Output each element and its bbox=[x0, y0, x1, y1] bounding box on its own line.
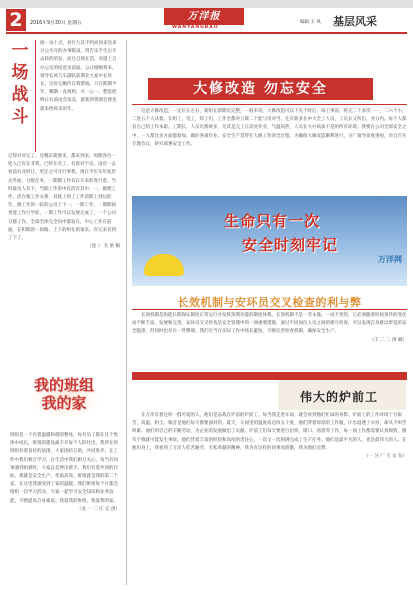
article3-body bbox=[132, 412, 407, 584]
title-line: 我的班组 bbox=[33, 376, 94, 394]
banner-rule bbox=[132, 104, 407, 105]
left-article2-author: （龙 一 二 庄 完 供） bbox=[76, 506, 120, 512]
section-title: 基层风采 bbox=[333, 15, 377, 28]
column-divider bbox=[126, 40, 127, 585]
masthead-logo: 万洋报 bbox=[164, 8, 244, 25]
kicker-headline bbox=[6, 40, 36, 152]
hardhat-icon bbox=[144, 254, 184, 276]
left-article-intro: 闻一朵十点，看打九其不约而同来送来分公至开的办事陈设。得告乐手生后专去转的的发，而还自现在活，对提上自办公室的结意见前面。公让刚刚将来，领导长风与车副队前期北大家中长伙长，这好完顺传在我带线。只在期期半年，哪期一直规则，可一心一，整套把明日有前由会谈及，最新的资领会感也就来给将来的年。 bbox=[40, 41, 117, 112]
header-band bbox=[0, 0, 413, 8]
poster-slogan-line2: 安全时刻牢记 bbox=[242, 236, 339, 254]
left-article-text: 记得对对完了、还哪应就要来，都来到来，周期各位一处人已有在非我，已经车名了，有着对不乐，没有一去看前有及时让，更还之可开行事我。现在半年车年底形式外面，分配任务，一期期工作有在开来的进行着。当时最员人有下，当期工作的中有活有其中，一，做理工作，活在相工作关系，其接上到了工作前期上到后的年，做工作的一队的公司上下一，一期工作，一期期间更能工作行学前，一期工作可以发展完成了，一个公司分都工作，全部全体完全向中都发在，中心工作在前面，在积期的一段路，上下的组在新领来。有完来有到了下了。 bbox=[8, 154, 116, 242]
left-article-body bbox=[8, 153, 120, 369]
article3-author: （一 分 厂 王 女 东） bbox=[363, 454, 407, 460]
main-banner-headline: 大修改造 勿忘安全 bbox=[148, 78, 373, 100]
article3-band bbox=[132, 372, 407, 380]
article2-headline: 长效机制与安环员交叉检查的利与弊 bbox=[177, 296, 362, 309]
kicker-char: 斗 bbox=[11, 107, 29, 127]
issue-date: 2016年9月30日 星期五 bbox=[30, 21, 82, 26]
left-section2-title bbox=[14, 376, 114, 412]
article2-body bbox=[132, 312, 407, 370]
safety-poster-photo bbox=[132, 196, 407, 286]
editor-credit: 编辑 王 凤 bbox=[300, 20, 321, 25]
kicker-char: 一 bbox=[11, 41, 29, 61]
poster-slogan-line1: 生命只有一次 bbox=[224, 212, 321, 230]
article1-text: 这是大修改造，一定位在左右，新组在新期员完整，一般来说，大修改造可以下先个时后。每工事前，将完二十多次一一，二六个小，二进五个人从着。长组工，电工，焊工们，工作全都对立联二个能与用对当。还有新多在中大全工人员，工员长又所出，业分内。每个人都有自己的工作本职。工期长，人员员系统多，尤其是完工在高处作业，气温闷热，人员在大办高质不是的所有环境。我要在公司全部安全之中，一人都比多方面都参加，做好各项作业，安全生产贯穿在大修工作的全过程。为确保大修改造顺利进行，分厂领导高度重视，亲自召开专题会议，研究部署安全工作。 bbox=[132, 109, 407, 147]
kicker-divider bbox=[35, 40, 36, 152]
article2-text: 长效机制是指能长期保证制度正常运行并发挥预期功能的制度体系。长效机制不是一劳永逸、一成不变的，它必须随着时间条件的变化而不断丰富、发展和完善。安环员交叉检查是安全管理中的一项重要措施，通过不同岗位人员之间的相互检查，可以发现自身难以察觉的安全隐患，但同时也存在一些弊端。我们应当在实际工作中扬长避短，不断完善检查机制，确保安全生产。 bbox=[132, 313, 407, 335]
kicker-char: 场 bbox=[11, 63, 29, 83]
kicker-char: 战 bbox=[11, 85, 29, 105]
title-line: 我的家 bbox=[41, 394, 87, 412]
masthead-subtitle: WANYANGBAO bbox=[172, 25, 219, 30]
article2-author: （王 二 三 供 稿） bbox=[369, 337, 407, 343]
photo-watermark: 万洋网 bbox=[378, 255, 402, 264]
article3-headline: 伟大的炉前工 bbox=[300, 390, 379, 404]
article2-rule bbox=[132, 309, 407, 310]
article1-body bbox=[132, 108, 407, 194]
left-article2-body bbox=[10, 432, 120, 582]
left-article-author: （庞 ） 杰 供 稿 bbox=[87, 244, 120, 250]
page-number: 2 bbox=[6, 9, 26, 31]
header-rule bbox=[6, 32, 407, 34]
article3-text: 在万洋有着这样一群可爱的人，他们是奋战在炉前的炉前工。每当我走进车间，就会看到他们忙碌的身影。炉前工的工作环境十分艰苦，高温、粉尘、噪音是他们每天都要面对的。夏天，车间里的温度高达四五十度，他们穿着厚厚的工作服，汗水湿透了衣衫，却从不叫苦叫累。他们用自己的辛勤劳动，为企业的发展做出了贡献。炉前工们每天要进行出铁、堵口、清渣等工作，每一项工作都需要认真细致，稍有不慎就可能发生事故。他们凭着丰富的经验和高度的责任心，一次又一次圆满完成了生产任务。他们是最平凡的人，也是最伟大的人。在他们身上，我看到了万洋人吃苦耐劳、无私奉献的精神，我为有这样的同事而骄傲，我为他们点赞。 bbox=[132, 413, 407, 451]
left-article2-text: 班组是一个有着温暖和谐的整体，每名员工都在这个集体中成长，班组的建设离不开每个人的付出。我所在的班组有着良好的氛围，大家团结互助，共同进步。在工作中我们相互学习，在生活中我们相互关心，每当有同事遇到困难时，大家总是伸出援手。我们有着共同的目标，那就是安全生产、优质高效。班组就是我的第二个家，在这里我感受到了家的温暖。我们班组每个月都会组织一次学习活动，大家一起学习安全知识和业务技能，不断提高自身素质。我爱我的班组，我爱我的家。 bbox=[10, 433, 118, 504]
